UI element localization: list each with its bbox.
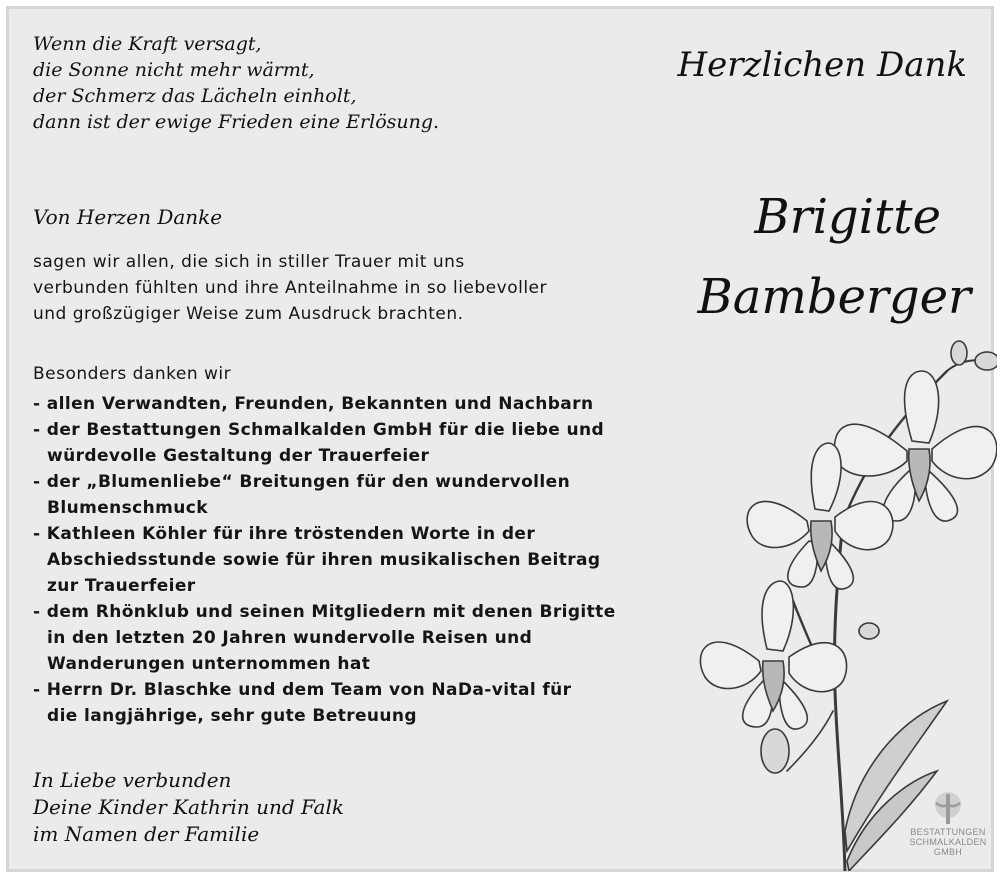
thanks-line: sagen wir allen, die sich in stiller Trauer mit uns [33,252,465,272]
special-thanks-list [33,391,616,729]
orchid-illustration [697,331,997,871]
poem-line: dann ist der ewige Frieden eine Erlösung. [33,111,440,133]
list-item-continuation: Blumenschmuck [47,498,208,518]
logo-line: BESTATTUNGEN [910,827,986,837]
obituary-card [6,6,994,872]
poem-line: der Schmerz das Lächeln einholt, [33,85,357,107]
poem [33,31,439,135]
closing-line: Deine Kinder Kathrin und Falk [33,795,344,819]
list-item-continuation: in den letzten 20 Jahren wundervolle Reisen und [47,628,533,648]
list-item: - der Bestattungen Schmalkalden GmbH für die liebe und [33,420,605,440]
list-item: - Kathleen Köhler für ihre tröstenden Worte in der [33,524,536,544]
poem-line: die Sonne nicht mehr wärmt, [33,59,315,81]
list-item: - dem Rhönklub und seinen Mitgliedern mit denen Brigitte [33,602,616,622]
logo-line: SCHMALKALDEN [909,837,987,847]
list-item: - der „Blumenliebe“ Breitungen für den wundervollen [33,472,571,492]
main-heading: Herzlichen Dank [677,45,967,85]
deceased-last-name: Bamberger [697,269,971,325]
cross-figure-icon [931,791,965,827]
thanks-text [33,249,547,327]
thanks-line: verbunden fühlten und ihre Anteilnahme in so liebevoller [33,278,547,298]
thanks-line: und großzügiger Weise zum Ausdruck brachten. [33,304,464,324]
special-thanks-intro: Besonders danken wir [33,364,232,384]
list-item-continuation: würdevolle Gestaltung der Trauerfeier [47,446,430,466]
funeral-home-logo [903,791,993,857]
list-item-continuation: Wanderungen unternommen hat [47,654,371,674]
thanks-heading: Von Herzen Danke [33,205,223,229]
closing-line: im Namen der Familie [33,822,260,846]
list-item-continuation: zur Trauerfeier [47,576,196,596]
closing-line: In Liebe verbunden [33,768,232,792]
logo-line: GMBH [933,847,963,857]
list-item: - Herrn Dr. Blaschke und dem Team von NaDa-vital für [33,680,572,700]
list-item-continuation: Abschiedsstunde sowie für ihren musikalischen Beitrag [47,550,601,570]
poem-line: Wenn die Kraft versagt, [33,33,262,55]
list-item: - allen Verwandten, Freunden, Bekannten und Nachbarn [33,394,594,414]
deceased-first-name: Brigitte [754,189,941,245]
list-item-continuation: die langjährige, sehr gute Betreuung [47,706,418,726]
closing-signature [33,767,344,848]
